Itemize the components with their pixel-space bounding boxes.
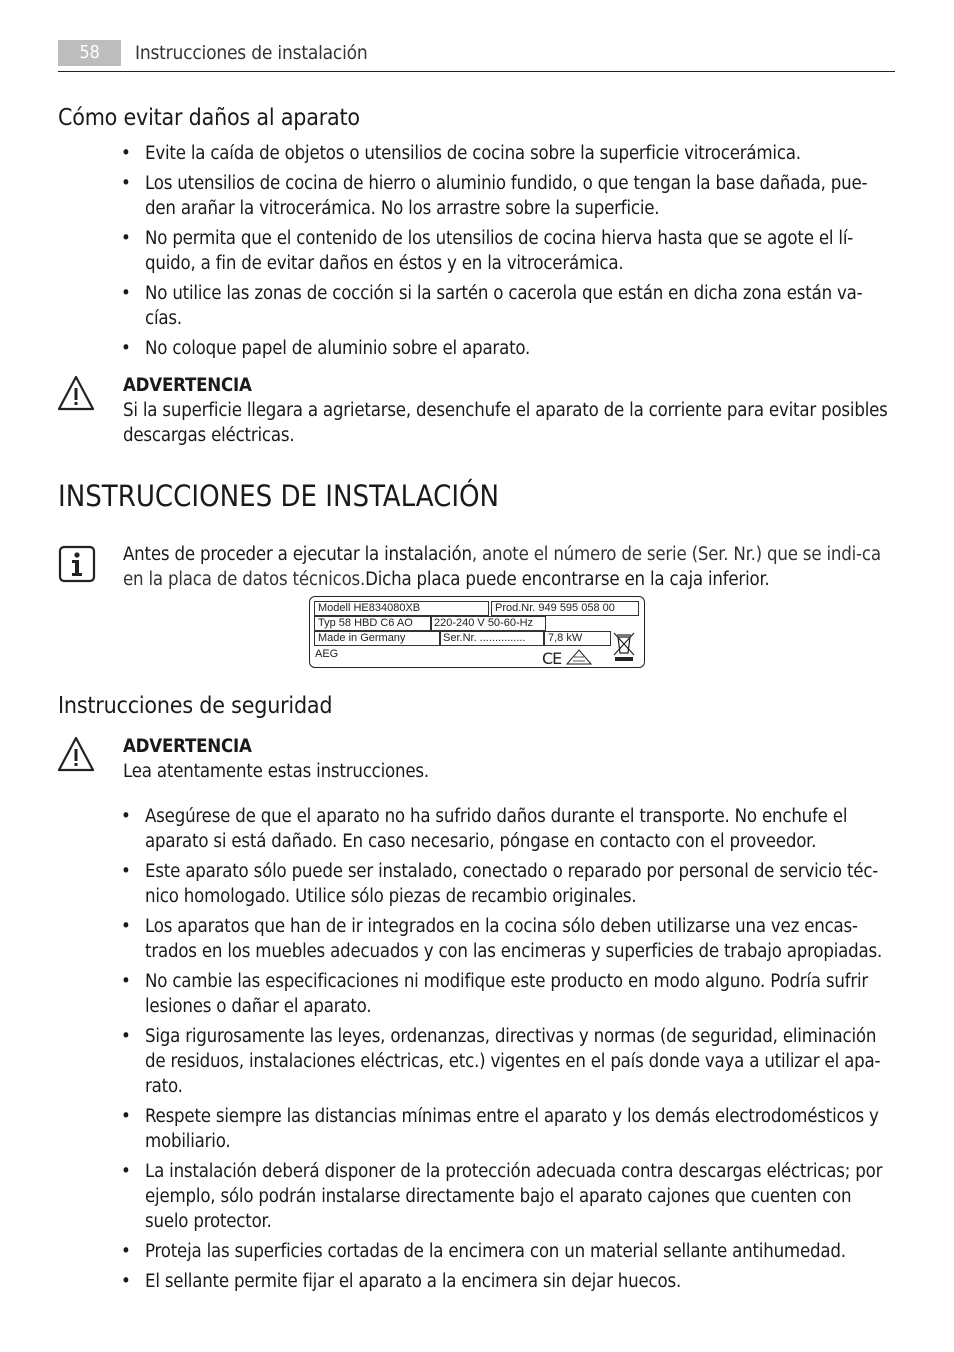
page-number: 58 — [58, 40, 121, 66]
list-item: • Los utensilios de cocina de hierro o aluminio fundido, o que tengan la base dañada, pue-den arañar la vitrocerámica. No los arrastre sobre la superficie. — [145, 171, 897, 221]
warning-text: Lea atentamente estas instrucciones. — [123, 761, 429, 782]
info-text-strong-2: Dicha placa puede encontrarse en la caja inferior. — [365, 569, 770, 590]
warning-block-damage — [123, 373, 895, 448]
list-item: • No utilice las zonas de cocción si la sartén o cacerola que están en dicha zona están va-cías. — [145, 281, 897, 331]
plate-power: 7,8 kW — [544, 631, 611, 646]
running-header-title: Instrucciones de instalación — [135, 42, 368, 64]
weee-bin-icon — [612, 631, 636, 663]
list-item: • Proteja las superficies cortadas de la encimera con un material sellante antihumedad. — [145, 1239, 897, 1264]
warning-text: Si la superficie llegara a agrietarse, desenchufe el aparato de la corriente para evitar posibles descargas eléctricas. — [123, 400, 888, 446]
info-icon — [58, 545, 96, 583]
safety-bullet-list — [145, 804, 897, 1299]
warning-title: ADVERTENCIA — [123, 736, 252, 757]
plate-made-in: Made in Germany — [314, 631, 441, 646]
plate-typ: Typ 58 HBD C6 AO — [314, 616, 432, 631]
warning-triangle-icon — [56, 735, 96, 773]
list-item: • El sellante permite fijar el aparato a la encimera sin dejar huecos. — [145, 1269, 897, 1294]
chapter-heading: INSTRUCCIONES DE INSTALACIÓN — [58, 479, 500, 513]
list-item: • Asegúrese de que el aparato no ha sufrido daños durante el transporte. No enchufe el aparato si está dañado. En caso necesario, póngase en contacto con el proveedor. — [145, 804, 897, 854]
info-text-strong: Antes de proceder a ejecutar la instalación — [123, 544, 472, 565]
list-item: • Este aparato sólo puede ser instalado, conectado o reparado por personal de servicio téc-nico homologado. Utilice sólo piezas de recambio originales. — [145, 859, 897, 909]
list-item: • Siga rigurosamente las leyes, ordenanzas, directivas y normas (de seguridad, eliminación de residuos, instalaciones eléctricas, etc.) vigentes en el país donde vaya a utilizar el apa-rato. — [145, 1024, 897, 1099]
warning-triangle-icon — [56, 374, 96, 412]
damage-bullet-list — [145, 141, 897, 366]
list-item: • Evite la caída de objetos o utensilios de cocina sobre la superficie vitrocerámica. — [145, 141, 897, 166]
rating-plate — [309, 596, 645, 668]
list-item: • Los aparatos que han de ir integrados en la cocina sólo deben utilizarse una vez encas-trados en los muebles adecuados y con las encimeras y superficies de trabajo apropiadas. — [145, 914, 897, 964]
list-item: • La instalación deberá disponer de la protección adecuada contra descargas eléctricas; por ejemplo, sólo podrán instalarse directamente bajo el aparato cajones que cuenten con suelo protector. — [145, 1159, 897, 1234]
plate-ser-nr: Ser.Nr. ............... — [439, 631, 544, 646]
list-item: • No cambie las especificaciones ni modifique este producto en modo alguno. Podría sufrir lesiones o dañar el aparato. — [145, 969, 897, 1019]
info-text: , anote el número de serie (Ser. Nr.) que se indi-ca en la placa de datos técnicos. — [123, 544, 881, 590]
plate-model: Modell HE834080XB — [314, 601, 489, 616]
list-item: • No coloque papel de aluminio sobre el aparato. — [145, 336, 897, 361]
info-paragraph — [123, 542, 895, 592]
section-heading-damage: Cómo evitar daños al aparato — [58, 105, 360, 131]
header-divider — [58, 71, 895, 72]
plate-voltage: 220-240 V 50-60-Hz — [430, 616, 546, 631]
plate-prod-nr: Prod.Nr. 949 595 058 00 — [491, 601, 639, 616]
ce-mark: CE — [542, 649, 562, 668]
warning-title: ADVERTENCIA — [123, 375, 252, 396]
list-item: • No permita que el contenido de los utensilios de cocina hierva hasta que se agote el lí-quido, a fin de evitar daños en éstos y en la vitrocerámica. — [145, 226, 897, 276]
plate-brand: AEG — [315, 648, 339, 660]
list-item: • Respete siempre las distancias mínimas entre el aparato y los demás electrodomésticos y mobiliario. — [145, 1104, 897, 1154]
certification-mark-icon — [566, 649, 592, 665]
section-heading-safety: Instrucciones de seguridad — [58, 693, 333, 719]
warning-block-safety — [123, 734, 895, 784]
